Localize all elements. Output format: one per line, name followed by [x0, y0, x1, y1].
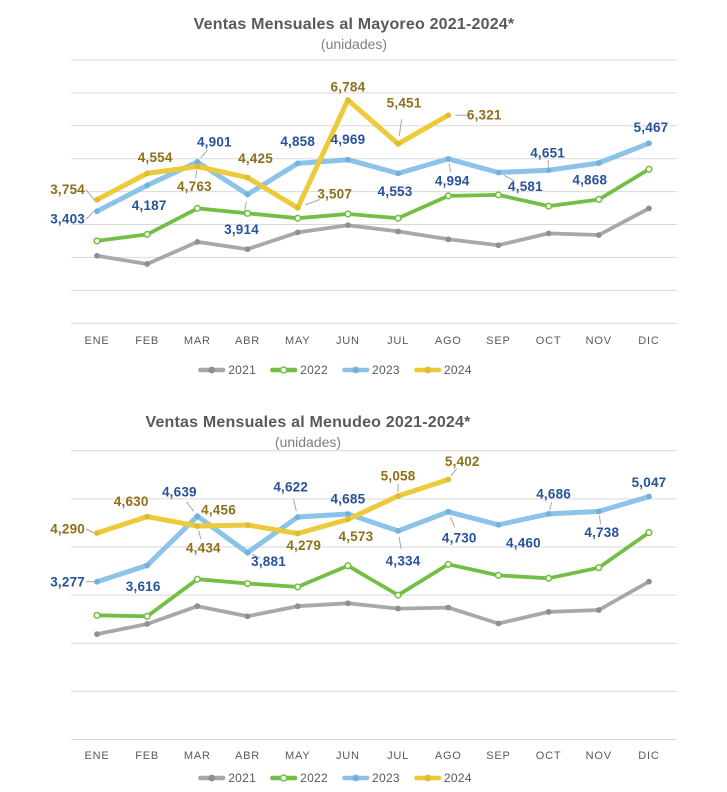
data-point-marker — [646, 140, 652, 146]
data-point-marker — [295, 160, 301, 166]
data-point-marker — [295, 215, 301, 221]
legend-item-2022 — [270, 363, 328, 377]
legend-label-2023: 2023 — [372, 771, 400, 785]
data-point-marker — [445, 236, 451, 242]
legend-label-2024: 2024 — [443, 771, 472, 785]
x-tick-sep: SEP — [486, 334, 511, 347]
data-point-marker — [445, 605, 451, 611]
data-point-marker — [496, 573, 502, 579]
data-point-marker — [245, 550, 251, 556]
data-label-2023: 3,616 — [125, 578, 161, 594]
data-point-marker — [345, 97, 351, 103]
x-tick-nov: NOV — [585, 334, 612, 347]
data-label-2023: 5,047 — [631, 475, 667, 491]
data-point-marker — [445, 477, 451, 483]
label-leader-line — [451, 469, 457, 476]
data-label-2024: 4,425 — [238, 151, 273, 167]
data-point-marker — [245, 175, 251, 181]
legend-item-2023 — [342, 363, 400, 377]
label-leader-line — [449, 163, 451, 172]
legend-marker-2023 — [342, 365, 369, 375]
data-label-2024: 5,402 — [444, 453, 480, 469]
data-point-marker — [295, 584, 301, 590]
data-point-marker — [94, 238, 100, 244]
data-label-2023: 4,730 — [441, 530, 477, 546]
x-tick-dic: DIC — [638, 749, 660, 762]
data-label-2023: 4,738 — [584, 524, 620, 540]
data-label-2023: 4,651 — [530, 145, 566, 161]
data-point-marker — [194, 513, 200, 519]
label-leader-line — [294, 499, 297, 511]
x-tick-ene: ENE — [84, 749, 110, 762]
x-tick-ago: AGO — [434, 334, 462, 347]
x-tick-may: MAY — [285, 749, 311, 762]
data-point-marker — [546, 203, 552, 209]
x-tick-jun: JUN — [335, 334, 360, 347]
data-point-marker — [496, 621, 502, 627]
data-point-marker — [395, 606, 401, 612]
legend-label-2021: 2021 — [228, 771, 257, 785]
data-label-2023: 4,685 — [330, 491, 366, 507]
legend-dot — [424, 367, 431, 374]
data-label-2023: 4,858 — [280, 133, 316, 149]
data-label-2023: 4,581 — [508, 178, 543, 194]
label-leader-line — [599, 516, 600, 524]
data-point-marker — [496, 242, 502, 248]
data-label-2023: 3,403 — [50, 211, 85, 227]
legend-item-2023 — [342, 771, 400, 785]
legend-item-2024 — [414, 363, 472, 377]
series-2021-chart-1 — [94, 579, 652, 637]
x-tick-ene: ENE — [84, 334, 110, 347]
data-label-2023: 3,277 — [50, 574, 85, 590]
legend-marker-2021 — [198, 365, 225, 375]
data-point-marker — [144, 183, 150, 189]
data-point-marker — [395, 229, 401, 235]
label-leader-line — [187, 502, 194, 512]
data-point-marker — [245, 613, 251, 619]
series-line-2021 — [97, 582, 649, 635]
data-point-marker — [445, 112, 451, 118]
label-leader-line — [399, 119, 401, 135]
data-label-2023: 4,994 — [434, 173, 470, 189]
label-leader-line — [201, 150, 208, 158]
label-leader-line — [86, 211, 94, 219]
data-point-marker — [94, 253, 100, 259]
data-point-marker — [245, 192, 251, 198]
mayoreo-legend — [198, 363, 472, 377]
data-point-marker — [546, 230, 552, 236]
data-point-marker — [546, 511, 552, 517]
data-point-marker — [144, 514, 150, 520]
data-point-marker — [596, 232, 602, 238]
x-tick-jul: JUL — [387, 749, 410, 762]
legend-dot — [352, 775, 359, 782]
data-label-2024: 6,784 — [330, 79, 366, 95]
data-point-marker — [295, 205, 301, 211]
data-point-marker — [144, 170, 150, 176]
data-label-2023: 4,969 — [330, 132, 366, 148]
data-point-marker — [94, 613, 100, 619]
legend-label-2024: 2024 — [443, 363, 472, 377]
mayoreo-chart-subtitle: (unidades) — [320, 36, 388, 52]
data-label-2024: 3,754 — [50, 182, 85, 198]
data-point-marker — [596, 607, 602, 613]
data-label-2024: 4,554 — [137, 149, 173, 165]
x-tick-abr: ABR — [235, 749, 261, 762]
data-label-2024: 4,763 — [176, 178, 212, 194]
data-point-marker — [596, 565, 602, 571]
data-label-2023: 3,914 — [224, 221, 259, 237]
data-point-marker — [596, 160, 602, 166]
data-label-2023: 4,553 — [377, 183, 413, 199]
data-point-marker — [144, 232, 150, 238]
legend-item-2021 — [198, 363, 256, 377]
data-point-marker — [646, 530, 652, 536]
x-tick-mar: MAR — [183, 334, 211, 347]
data-point-marker — [295, 514, 301, 520]
data-point-marker — [295, 229, 301, 235]
data-label-2024: 4,434 — [185, 540, 221, 556]
legend-dot — [424, 775, 431, 782]
data-point-marker — [496, 170, 502, 176]
data-point-marker — [395, 215, 401, 221]
data-point-marker — [94, 208, 100, 214]
data-point-marker — [144, 621, 150, 627]
x-tick-may: MAY — [285, 334, 311, 347]
data-point-marker — [646, 494, 652, 500]
legend-item-2022 — [270, 771, 328, 785]
data-point-marker — [345, 563, 351, 569]
data-label-2023: 4,622 — [273, 479, 309, 495]
legend-dot — [352, 367, 359, 374]
menudeo-chart-subtitle: (unidades) — [274, 434, 342, 450]
data-point-marker — [94, 530, 100, 536]
x-tick-abr: ABR — [235, 334, 261, 347]
data-label-2023: 4,334 — [385, 553, 421, 569]
data-point-marker — [646, 205, 652, 211]
data-label-2024: 6,321 — [466, 107, 502, 123]
legend-label-2021: 2021 — [228, 363, 257, 377]
label-leader-line — [86, 529, 94, 533]
x-tick-nov: NOV — [585, 749, 612, 762]
label-leader-line — [196, 170, 197, 178]
data-label-2024: 4,279 — [286, 538, 322, 554]
x-tick-jun: JUN — [335, 749, 360, 762]
data-point-marker — [245, 522, 251, 528]
data-point-marker — [345, 157, 351, 163]
mayoreo-chart-title: Ventas Mensuales al Mayoreo 2021-2024* — [193, 16, 515, 33]
data-point-marker — [395, 592, 401, 598]
data-point-marker — [445, 509, 451, 515]
data-point-marker — [345, 516, 351, 522]
data-point-marker — [94, 197, 100, 203]
legend-marker-2023 — [342, 773, 369, 783]
data-point-marker — [245, 246, 251, 252]
label-leader-line — [199, 530, 201, 539]
data-point-marker — [144, 563, 150, 569]
data-label-2023: 4,686 — [536, 486, 572, 502]
data-point-marker — [395, 171, 401, 177]
x-tick-sep: SEP — [486, 749, 511, 762]
x-tick-feb: FEB — [135, 749, 160, 762]
x-tick-feb: FEB — [135, 334, 160, 347]
x-tick-jul: JUL — [387, 334, 410, 347]
menudeo-legend — [198, 771, 472, 785]
data-point-marker — [245, 211, 251, 217]
legend-dot — [208, 367, 215, 374]
data-label-2023: 4,639 — [161, 484, 197, 500]
legend-item-2024 — [414, 771, 472, 785]
legend-marker-2024 — [414, 773, 441, 783]
data-point-marker — [596, 509, 602, 515]
data-label-2024: 5,451 — [386, 95, 422, 111]
data-point-marker — [546, 609, 552, 615]
data-label-2024: 4,456 — [201, 502, 236, 518]
data-point-marker — [646, 579, 652, 585]
data-label-2023: 4,868 — [572, 172, 608, 188]
legend-label-2023: 2023 — [372, 363, 400, 377]
x-tick-mar: MAR — [183, 749, 211, 762]
data-point-marker — [345, 211, 351, 217]
data-point-marker — [445, 156, 451, 162]
x-tick-dic: DIC — [638, 334, 660, 347]
data-point-marker — [496, 522, 502, 528]
x-tick-oct: OCT — [535, 749, 562, 762]
data-point-marker — [94, 579, 100, 585]
label-leader-line — [550, 502, 552, 510]
data-label-2024: 4,290 — [50, 521, 85, 537]
legend-marker-2021 — [198, 773, 225, 783]
legend-dot — [281, 775, 287, 781]
data-point-marker — [345, 222, 351, 228]
data-point-marker — [345, 600, 351, 606]
data-point-marker — [646, 166, 652, 172]
menudeo-chart-title: Ventas Mensuales al Menudeo 2021-2024* — [145, 414, 471, 431]
data-label-2024: 4,573 — [338, 528, 374, 544]
data-point-marker — [395, 141, 401, 147]
data-label-2023: 5,467 — [633, 119, 669, 135]
data-label-2023: 4,187 — [131, 197, 167, 213]
data-label-2024: 5,058 — [380, 468, 416, 484]
series-line-2023 — [97, 143, 649, 211]
x-tick-oct: OCT — [535, 334, 562, 347]
gridlines-chart-0 — [71, 60, 677, 323]
data-point-marker — [445, 561, 451, 567]
data-label-2023: 4,901 — [196, 134, 232, 150]
data-point-marker — [144, 613, 150, 619]
data-point-marker — [295, 603, 301, 609]
data-point-marker — [245, 581, 251, 587]
data-point-marker — [395, 528, 401, 534]
label-leader-line — [450, 517, 454, 527]
data-point-marker — [195, 576, 201, 582]
data-label-2023: 4,460 — [506, 535, 541, 551]
data-point-marker — [194, 239, 200, 245]
legend-dot — [208, 775, 215, 782]
data-point-marker — [496, 192, 502, 198]
data-point-marker — [94, 631, 100, 637]
data-point-marker — [445, 193, 451, 199]
data-point-marker — [194, 164, 200, 170]
data-point-marker — [546, 167, 552, 173]
data-point-marker — [194, 603, 200, 609]
data-point-marker — [295, 531, 301, 537]
data-label-2023: 3,881 — [251, 554, 286, 570]
data-point-marker — [395, 493, 401, 499]
legend-marker-2024 — [414, 365, 441, 375]
legend-label-2022: 2022 — [300, 771, 328, 785]
data-label-2024: 4,630 — [113, 494, 149, 510]
legend-marker-2022 — [270, 365, 297, 375]
legend-label-2022: 2022 — [300, 363, 328, 377]
series-line-2022 — [97, 533, 649, 617]
data-point-marker — [144, 261, 150, 267]
legend-item-2021 — [198, 771, 256, 785]
data-point-marker — [195, 206, 201, 212]
x-tick-ago: AGO — [434, 749, 462, 762]
legend-marker-2022 — [270, 773, 297, 783]
data-point-marker — [194, 523, 200, 529]
data-point-marker — [596, 197, 602, 203]
legend-dot — [281, 367, 287, 373]
data-label-2024: 3,507 — [317, 186, 353, 202]
data-point-marker — [546, 575, 552, 581]
